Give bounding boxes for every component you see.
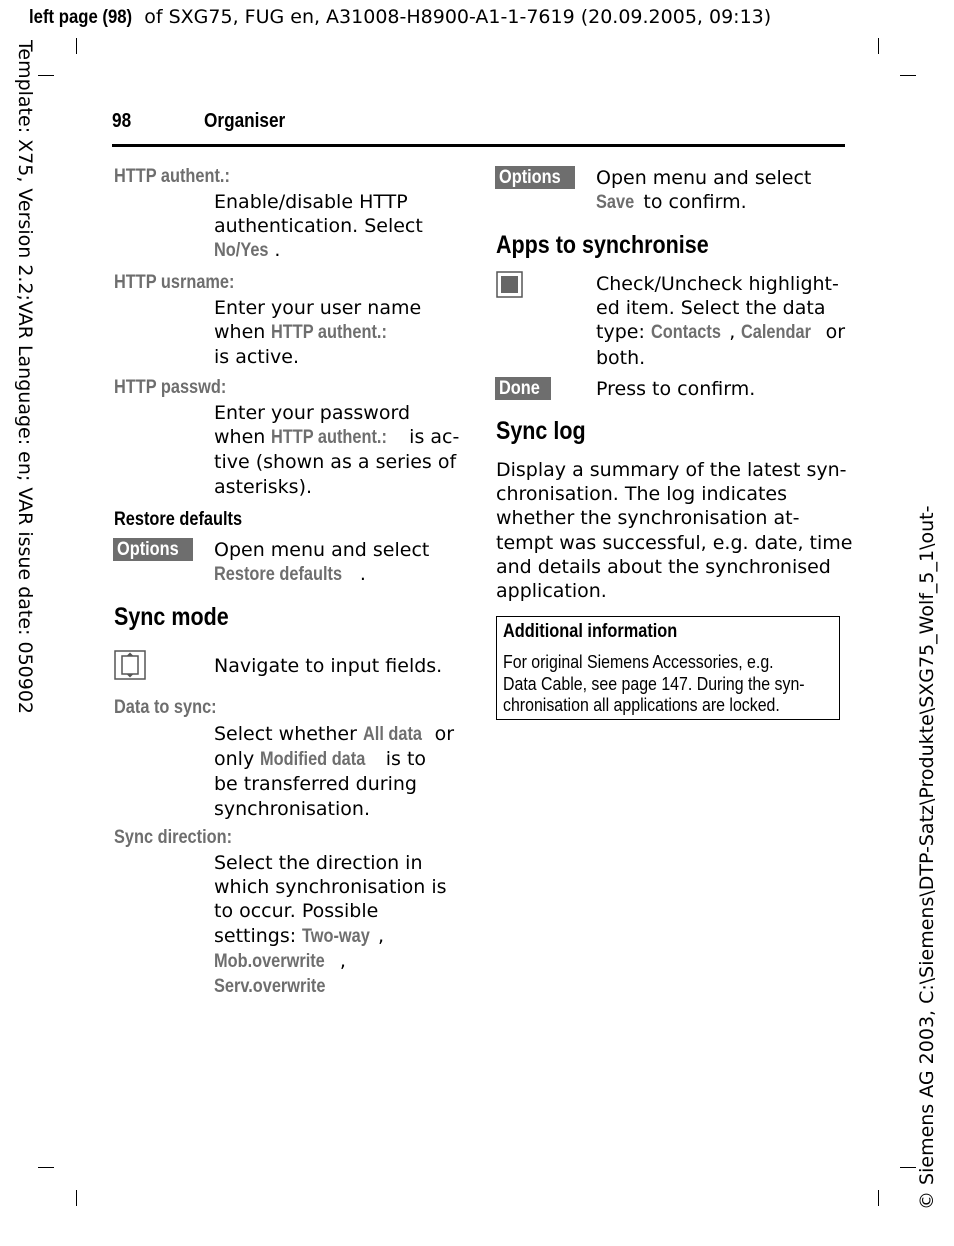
text-line [596,190,811,215]
crop-mark [900,75,916,76]
term-data-to-sync: Data to sync: [114,697,217,718]
softkey-label: Options [499,167,561,188]
text-fragment: to confirm. [637,191,747,214]
additional-information-box [496,616,840,720]
text-line: application. [496,580,607,603]
text-line: For original Siemens Accessories, e.g. [503,651,774,672]
options-softkey [113,538,193,561]
keyword: Restore defaults [214,564,343,586]
term-sync-direction: Sync direction: [114,827,233,848]
side-template-info [10,40,40,740]
keyword: HTTP authent.: [271,427,388,449]
text-fragment: , [378,924,385,947]
text-line: Data Cable, see page 147. During the syn- [503,672,805,694]
text-line: Enable/disable HTTP [214,191,408,213]
page-number: 98 [112,110,132,132]
text-fragment: only [214,748,261,771]
text-line: be transferred during [214,773,417,796]
desc-data-to-sync [214,722,454,821]
text-line: tive (shown as a series of [214,451,457,474]
text-line: Open menu and select [214,539,430,561]
text-line: tempt was successful, e.g. date, time [496,531,853,554]
softkey-label: Options [117,539,179,560]
navigation-key-icon [114,650,144,680]
text-line: which synchronisation is [214,876,447,899]
term-http-authent: HTTP authent.: [114,166,230,187]
crop-mark [38,1167,54,1168]
text-line: Select the direction in [214,852,423,874]
text-line: Enter your user name [214,297,422,319]
text-fragment: , [339,949,346,972]
text-line [214,747,454,772]
keyword: No/Yes [214,240,269,262]
text-line: Enter your password [214,402,411,424]
text-line: Open menu and select [596,167,812,189]
text-fragment: , [729,321,742,344]
keyword: Mob.overwrite [214,950,325,972]
print-header-rest: of SXG75, FUG en, A31008-H8900-A1-1-7619 (20.09.2005, 09:13) [138,6,772,28]
term-http-passwd: HTTP passwd: [114,377,227,398]
keyword: Two-way [302,925,371,947]
softkey-label: Done [499,378,540,399]
text-line: chronisation. The log indicates [496,483,788,506]
text-fragment: is ac- [403,426,460,449]
page-title: Organiser [204,110,286,132]
keyword: Modified data [260,749,366,771]
page-header [112,110,845,147]
text-line: Check/Uncheck highlight- [596,273,839,295]
print-header [29,6,771,29]
text-line: and details about the synchronised [496,555,831,578]
paragraph-sync-log [496,458,852,603]
checkbox-key-icon [496,271,523,298]
options-softkey [495,166,575,189]
info-box-title: Additional information [503,621,678,642]
text-fragment: or [428,723,455,745]
desc-http-passwd [214,401,459,499]
text-line: both. [596,346,646,369]
text-line: authentication. Select [214,215,423,238]
keyword: HTTP authent.: [271,322,388,344]
text-line [214,320,421,345]
text-line: to occur. Possible [214,900,379,923]
desc-done: Press to confirm. [596,378,756,400]
text-fragment: when [214,426,272,449]
keyword: Serv.overwrite [214,976,326,998]
text-line [214,238,423,263]
text-fragment: settings: [214,924,303,947]
crop-mark [900,1167,916,1168]
heading-sync-mode: Sync mode [114,603,229,631]
keyword: Save [596,192,635,214]
divider [112,144,200,147]
text-fragment: . [274,239,281,262]
desc-http-usrname [214,296,421,370]
text-line: whether the synchronisation at- [496,507,800,530]
text-line [214,425,459,450]
text-line [214,722,454,747]
text-line [596,320,845,345]
desc-apps [596,272,845,370]
crop-mark [76,38,77,54]
heading-apps-to-synchronise: Apps to synchronise [496,231,709,259]
desc-restore-defaults [214,538,429,587]
heading-sync-log: Sync log [496,417,586,445]
text-line [214,924,447,949]
crop-mark [878,1190,879,1206]
desc-http-authent [214,190,423,264]
text-line: Display a summary of the latest syn- [496,459,847,481]
side-copyright-text: © Siemens AG 2003, C:\Siemens\DTP-Satz\Produkte\SXG75_Wolf_5_1\out- [916,505,938,1210]
crop-mark [878,38,879,54]
print-header-bold: left page (98) [29,7,133,28]
text-line [214,562,429,587]
text-fragment: type: [596,321,651,344]
keyword: Contacts [650,322,721,344]
text-line: synchronisation. [214,797,370,820]
keyword: All data [362,724,422,745]
desc-sync-direction [214,851,447,999]
text-fragment: or [819,321,846,344]
term-http-usrname: HTTP usrname: [114,272,235,293]
heading-restore-defaults: Restore defaults [114,509,243,530]
done-softkey [495,377,551,400]
text-line: ed item. Select the data [596,297,826,320]
crop-mark [38,75,54,76]
text-line [214,949,447,974]
text-line [214,974,447,999]
keyword: Calendar [741,322,812,344]
desc-sync-mode: Navigate to input fields. [214,655,443,677]
text-fragment: . [359,563,366,586]
text-line: chronisation all applications are locked. [503,694,780,715]
side-template-text: Template: X75, Version 2.2;VAR Language: en; VAR issue date: 050902 [14,40,36,715]
info-box-text [503,651,830,716]
text-fragment: when [214,321,272,344]
text-line: asterisks). [214,475,313,498]
text-fragment: is to [379,748,427,771]
text-line: is active. [214,346,300,369]
desc-options-save [596,166,811,215]
text-fragment: Select whether [214,723,363,745]
crop-mark [76,1190,77,1206]
